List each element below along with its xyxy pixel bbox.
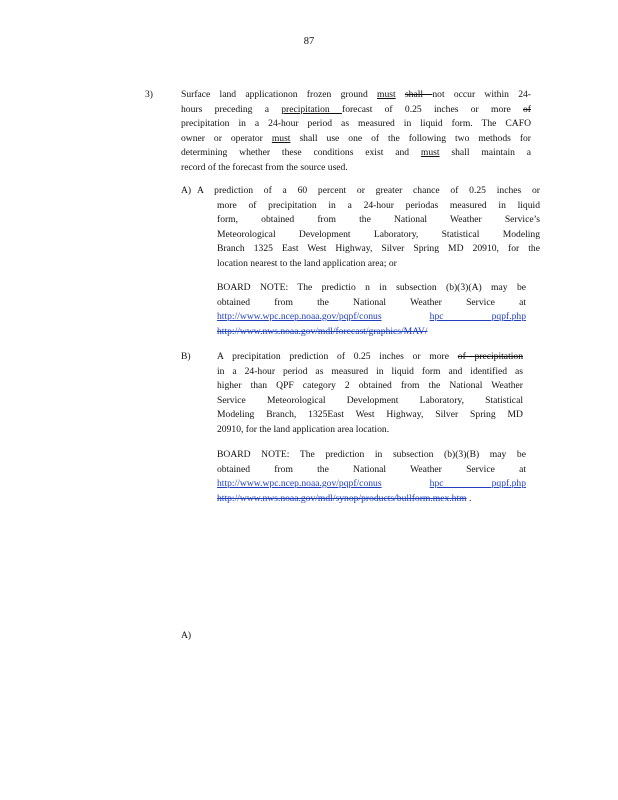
text-run: location nearest to the land application area; or xyxy=(217,257,397,269)
url-link[interactable]: hpc pqpf.php xyxy=(429,478,526,490)
text-run: record of the forecast from the source used. xyxy=(181,161,348,173)
url-link[interactable]: hpc pqpf.php xyxy=(429,311,526,323)
text-line xyxy=(197,213,540,228)
text-run xyxy=(396,89,405,100)
text-line xyxy=(181,161,531,176)
text-line xyxy=(217,379,523,394)
text-line xyxy=(217,477,526,492)
text-run xyxy=(382,478,430,489)
text-run: Service Meteorological Development Laboratory, Statistical xyxy=(217,394,523,406)
text-line xyxy=(217,350,523,365)
text-line xyxy=(217,448,526,463)
url-link[interactable]: http://www.wpc.ncep.noaa.gov/pqpf/conus xyxy=(217,478,382,490)
text-line xyxy=(197,242,540,257)
text-line xyxy=(197,228,540,243)
text-run: owner or operator xyxy=(181,132,272,144)
item-4a-marker: A) xyxy=(181,630,192,641)
text-line xyxy=(197,184,540,199)
item-3b-board-note xyxy=(217,448,526,506)
text-run: form, obtained from the National Weather Service’s xyxy=(217,214,540,226)
text-run: higher than QPF category 2 obtained from the National Weather xyxy=(217,380,523,392)
text-run: shall maintain a xyxy=(439,147,531,159)
text-run: hours preceding a xyxy=(181,103,282,115)
text-run: precipitation in a 24-hour period as measured in liquid form. The CAFO xyxy=(181,118,531,130)
text-line xyxy=(217,394,523,409)
page-number: 87 xyxy=(303,36,315,47)
inserted-text: must xyxy=(420,147,440,159)
text-line xyxy=(197,199,540,214)
text-line xyxy=(217,463,526,478)
text-line xyxy=(181,88,531,103)
text-run: obtained from the National Weather Service at xyxy=(217,296,526,308)
text-run: Meteorological Development Laboratory, Statistical Modeling xyxy=(217,228,540,240)
text-line xyxy=(181,132,531,147)
deleted-url-link[interactable]: http://www.nws.noaa.gov/mdl/synop/products/bullform.mex.htm xyxy=(217,492,467,504)
text-run: 20910, for the land application area location. xyxy=(217,423,390,435)
text-line xyxy=(217,310,526,325)
text-line xyxy=(217,365,523,380)
inserted-text: precipitation xyxy=(281,103,342,115)
item-3b-text xyxy=(217,350,523,438)
text-line xyxy=(197,257,540,272)
text-run: Branch 1325 East West Highway, Silver Spring MD 20910, for the xyxy=(217,243,540,255)
text-run: . xyxy=(466,492,472,504)
text-run: Surface land applicationon frozen ground xyxy=(181,89,378,100)
deleted-text: shall xyxy=(404,89,433,100)
item-3-text xyxy=(181,88,531,176)
url-link[interactable]: http://www.wpc.ncep.noaa.gov/pqpf/conus xyxy=(217,311,382,323)
text-line xyxy=(181,117,531,132)
item-3-marker: 3) xyxy=(145,89,153,100)
deleted-url-link[interactable]: http://www.nws.noaa.gov/mdl/forecast/graphics/MAV/ xyxy=(217,325,428,337)
text-run: shall use one of the following two methods for xyxy=(290,132,531,144)
text-line xyxy=(217,325,526,340)
text-run xyxy=(382,311,430,322)
text-run: forecast of 0.25 inches or more xyxy=(342,103,523,115)
text-run: in a 24-hour period as measured in liquid form and identified as xyxy=(217,365,523,377)
text-run: A precipitation prediction of 0.25 inches or more xyxy=(217,351,458,362)
text-line xyxy=(217,423,523,438)
text-line xyxy=(217,492,526,507)
deleted-text: of precipitation xyxy=(457,351,523,362)
text-run: obtained from the National Weather Service at xyxy=(217,463,526,475)
item-3a-board-note xyxy=(217,281,526,339)
text-run: more of precipitation in a 24-hour periodas measured in liquid xyxy=(217,199,540,211)
inserted-text: must xyxy=(377,89,396,100)
text-line xyxy=(217,408,523,423)
text-line xyxy=(217,296,526,311)
text-run: A prediction of a 60 percent or greater chance of 0.25 inches or xyxy=(197,185,540,196)
text-run: Modeling Branch, 1325East West Highway, Silver Spring MD xyxy=(217,409,523,421)
text-line xyxy=(181,103,531,118)
text-line xyxy=(217,281,526,296)
text-line xyxy=(181,146,531,161)
deleted-text: of xyxy=(523,103,531,115)
text-run: determining whether these conditions exist and xyxy=(181,147,421,159)
text-run: not occur within 24- xyxy=(432,89,531,100)
text-run: BOARD NOTE: The prediction in subsection (b)(3)(B) may be xyxy=(217,449,526,460)
item-3b-marker: B) xyxy=(181,351,191,362)
item-3a-marker: A) xyxy=(181,185,192,196)
inserted-text: must xyxy=(271,132,291,144)
text-run: BOARD NOTE: The predictio n in subsection (b)(3)(A) may be xyxy=(217,282,526,293)
item-3a-text xyxy=(197,184,540,272)
